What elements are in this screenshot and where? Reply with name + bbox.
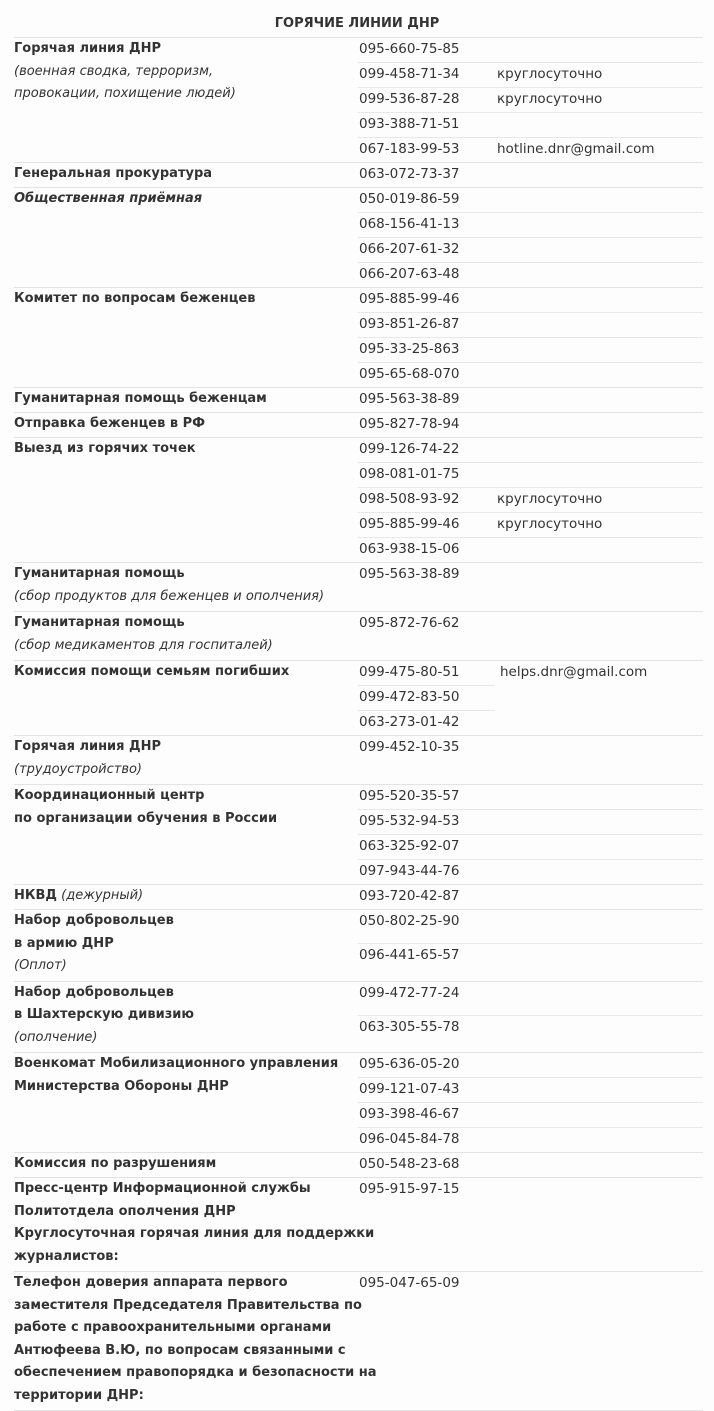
row-note-text: (сбор продуктов для беженцев и ополчения) — [14, 588, 325, 604]
row-title-text: Набор добровольцев — [14, 984, 174, 1000]
row-separator — [358, 710, 495, 711]
row-title-text: Комиссия по разрушениям — [14, 1156, 217, 1171]
row-title-text: Пресс-центр Информационной службы — [14, 1181, 311, 1196]
phone-number[interactable]: 063-072-73-37 — [359, 166, 460, 182]
row-label-line — [14, 1362, 377, 1385]
phone-number[interactable]: 063-273-01-42 — [359, 714, 460, 730]
row-separator — [358, 1102, 703, 1103]
phone-number[interactable]: 095-65-68-070 — [359, 366, 460, 382]
row-title-text: Набор добровольцев — [14, 913, 174, 928]
phone-number[interactable]: 096-045-84-78 — [359, 1131, 460, 1147]
phone-number[interactable]: 099-475-80-51 — [359, 664, 460, 680]
phone-number[interactable]: 066-207-63-48 — [359, 266, 460, 282]
row-title-text: территории ДНР: — [14, 1387, 144, 1403]
row-title-text: в Шахтерскую дивизию — [14, 1007, 195, 1022]
row-label-line — [14, 1246, 349, 1269]
row-label — [14, 563, 349, 586]
phone-number[interactable]: 095-563-38-89 — [359, 566, 460, 582]
row-title-text: Координационный центр — [14, 788, 205, 803]
row-label-line — [14, 61, 349, 84]
phone-number[interactable]: 050-802-25-90 — [359, 913, 460, 929]
phone-number[interactable]: 099-126-74-22 — [359, 441, 460, 457]
row-title-text: Гуманитарная помощь — [14, 566, 185, 581]
row-label-line — [14, 586, 349, 609]
phone-number[interactable]: 099-472-77-24 — [359, 984, 460, 1001]
row-label — [14, 612, 349, 635]
row-title-text: Генеральная прокуратура — [14, 166, 213, 181]
row-label — [14, 163, 349, 186]
phone-number[interactable]: 095-660-75-85 — [359, 41, 460, 57]
row-note-text: (ополчение) — [14, 1029, 98, 1045]
phone-number[interactable]: 095-915-97-15 — [359, 1181, 460, 1197]
email-address[interactable]: hotline.dnr@gmail.com — [497, 141, 655, 157]
phone-number[interactable]: 093-720-42-87 — [359, 888, 460, 904]
row-note-text: (дежурный) — [57, 888, 144, 903]
row-separator — [358, 337, 703, 338]
row-title-text: Круглосуточная горячая линия для поддержки — [14, 1226, 375, 1241]
row-separator — [358, 87, 703, 88]
row-separator — [358, 62, 703, 63]
page-title: ГОРЯЧИЕ ЛИНИИ ДНР — [274, 16, 440, 31]
row-label-line — [14, 1317, 349, 1340]
phone-number[interactable]: 096-441-65-57 — [359, 947, 460, 963]
phone-number[interactable]: 093-388-71-51 — [359, 116, 460, 132]
row-separator — [358, 943, 703, 944]
row-title-text: Министерства Обороны ДНР — [14, 1078, 229, 1094]
row-separator — [358, 237, 703, 238]
row-title-text: по организации обучения в России — [14, 810, 278, 826]
row-label — [14, 438, 349, 461]
row-label-line — [14, 1223, 375, 1246]
phone-number[interactable]: 095-520-35-57 — [359, 788, 460, 804]
row-label — [14, 661, 349, 684]
phone-number[interactable]: 050-548-23-68 — [359, 1156, 460, 1172]
phone-number[interactable]: 097-943-44-76 — [359, 863, 460, 879]
row-title-text: Комиссия помощи семьям погибших — [14, 664, 290, 679]
availability-note: круглосуточно — [497, 516, 603, 532]
phone-number[interactable]: 063-325-92-07 — [359, 838, 460, 854]
phone-number[interactable]: 095-636-05-20 — [359, 1056, 460, 1072]
phone-number[interactable]: 099-121-07-43 — [359, 1081, 460, 1097]
row-separator — [358, 1127, 703, 1128]
row-label — [14, 785, 349, 808]
row-title-text: Общественная приёмная — [14, 191, 203, 206]
phone-number[interactable]: 095-33-25-863 — [359, 341, 460, 357]
row-label — [14, 188, 349, 211]
phone-number[interactable]: 095-827-78-94 — [359, 416, 460, 432]
row-title-text: Военкомат Мобилизационного управления — [14, 1056, 339, 1071]
row-label-line — [14, 759, 349, 782]
row-separator — [358, 212, 703, 213]
phone-number[interactable]: 099-472-83-50 — [359, 689, 460, 705]
phone-number[interactable]: 095-872-76-62 — [359, 615, 460, 631]
row-title-text: Горячая линия ДНР — [14, 41, 162, 56]
row-label — [14, 736, 349, 759]
phone-number[interactable]: 050-019-86-59 — [359, 191, 460, 207]
phone-number[interactable]: 098-508-93-92 — [359, 491, 460, 507]
row-title-text: заместителя Председателя Правительства по — [14, 1297, 362, 1313]
row-label — [14, 1153, 349, 1176]
row-title-text: Выезд из горячих точек — [14, 441, 196, 456]
row-label-line — [14, 1076, 349, 1099]
phone-number[interactable]: 099-458-71-34 — [359, 66, 460, 82]
row-note-text: (Оплот) — [14, 958, 67, 973]
email-address[interactable]: helps.dnr@gmail.com — [500, 664, 648, 680]
row-note-text: (военная сводка, терроризм, — [14, 63, 214, 79]
phone-number[interactable]: 095-885-99-46 — [359, 516, 460, 532]
row-label — [14, 1272, 349, 1295]
row-label-line — [14, 83, 349, 106]
row-title-text: в армию ДНР — [14, 935, 114, 951]
phone-number[interactable]: 067-183-99-53 — [359, 141, 460, 157]
row-separator — [358, 462, 703, 463]
row-label-line — [14, 1004, 349, 1027]
row-label — [14, 885, 349, 908]
phone-number[interactable]: 066-207-61-32 — [359, 241, 460, 257]
phone-number[interactable]: 095-047-65-09 — [359, 1275, 460, 1291]
row-separator — [358, 1077, 703, 1078]
phone-number[interactable]: 098-081-01-75 — [359, 466, 460, 482]
row-separator — [358, 537, 703, 538]
row-title-text: Гуманитарная помощь беженцам — [14, 391, 267, 406]
row-title-text: Политотдела ополчения ДНР — [14, 1203, 236, 1219]
row-label — [14, 1178, 349, 1201]
row-note-text: (трудоустройство) — [14, 761, 143, 777]
row-label — [14, 413, 349, 436]
phone-number[interactable]: 093-398-46-67 — [359, 1106, 460, 1122]
row-label — [14, 910, 349, 933]
row-title-text: журналистов: — [14, 1248, 119, 1264]
row-separator — [358, 512, 703, 513]
row-title-text: Гуманитарная помощь — [14, 615, 185, 630]
row-label-line — [14, 933, 349, 956]
row-separator — [358, 262, 703, 263]
row-title-text: Отправка беженцев в РФ — [14, 416, 206, 431]
phone-number[interactable]: 063-938-15-06 — [359, 541, 460, 557]
row-label-line — [14, 955, 349, 978]
phone-number[interactable]: 093-851-26-87 — [359, 316, 460, 332]
row-title-text: работе с правоохранительными органами — [14, 1320, 332, 1335]
phone-number[interactable]: 095-563-38-89 — [359, 391, 460, 407]
row-separator — [358, 809, 703, 810]
row-title-text: Телефон доверия аппарата первого — [14, 1275, 288, 1290]
row-label — [14, 1053, 349, 1076]
row-title-text: обеспечением правопорядка и безопасности на — [14, 1365, 377, 1380]
row-separator — [358, 859, 703, 860]
row-separator — [358, 1015, 703, 1016]
row-note-text: провокации, похищение людей) — [14, 86, 236, 101]
row-note-text: (сбор медикаментов для госпиталей) — [14, 637, 273, 653]
phone-number[interactable]: 068-156-41-13 — [359, 216, 460, 232]
row-title-text: Комитет по вопросам беженцев — [14, 291, 256, 306]
phone-number[interactable]: 095-885-99-46 — [359, 291, 460, 307]
phone-number[interactable]: 095-532-94-53 — [359, 813, 460, 829]
row-separator — [358, 137, 703, 138]
row-separator — [358, 112, 703, 113]
row-title-text: Антюфеева В.Ю, по вопросам связанными с — [14, 1342, 346, 1358]
row-label — [14, 388, 349, 411]
phone-number[interactable]: 063-305-55-78 — [359, 1018, 460, 1035]
row-label — [14, 38, 349, 61]
row-label-line — [14, 1340, 349, 1363]
phone-number[interactable]: 099-452-10-35 — [359, 739, 460, 755]
row-title-text: Горячая линия ДНР — [14, 739, 162, 754]
row-separator — [358, 312, 703, 313]
availability-note: круглосуточно — [497, 491, 603, 507]
row-label — [14, 288, 349, 311]
row-separator — [358, 834, 703, 835]
row-label-line — [14, 1295, 362, 1318]
row-label — [14, 982, 349, 1005]
row-label-line — [14, 808, 349, 831]
row-separator — [358, 362, 703, 363]
availability-note: круглосуточно — [497, 66, 603, 82]
row-label-line — [14, 1385, 349, 1408]
row-label-line — [14, 635, 349, 658]
phone-number[interactable]: 099-536-87-28 — [359, 91, 460, 107]
row-label-line — [14, 1201, 349, 1224]
row-title-text: НКВД — [14, 888, 57, 903]
row-separator — [358, 685, 495, 686]
row-label-line — [14, 1027, 349, 1050]
row-separator — [358, 487, 703, 488]
availability-note: круглосуточно — [497, 91, 603, 107]
